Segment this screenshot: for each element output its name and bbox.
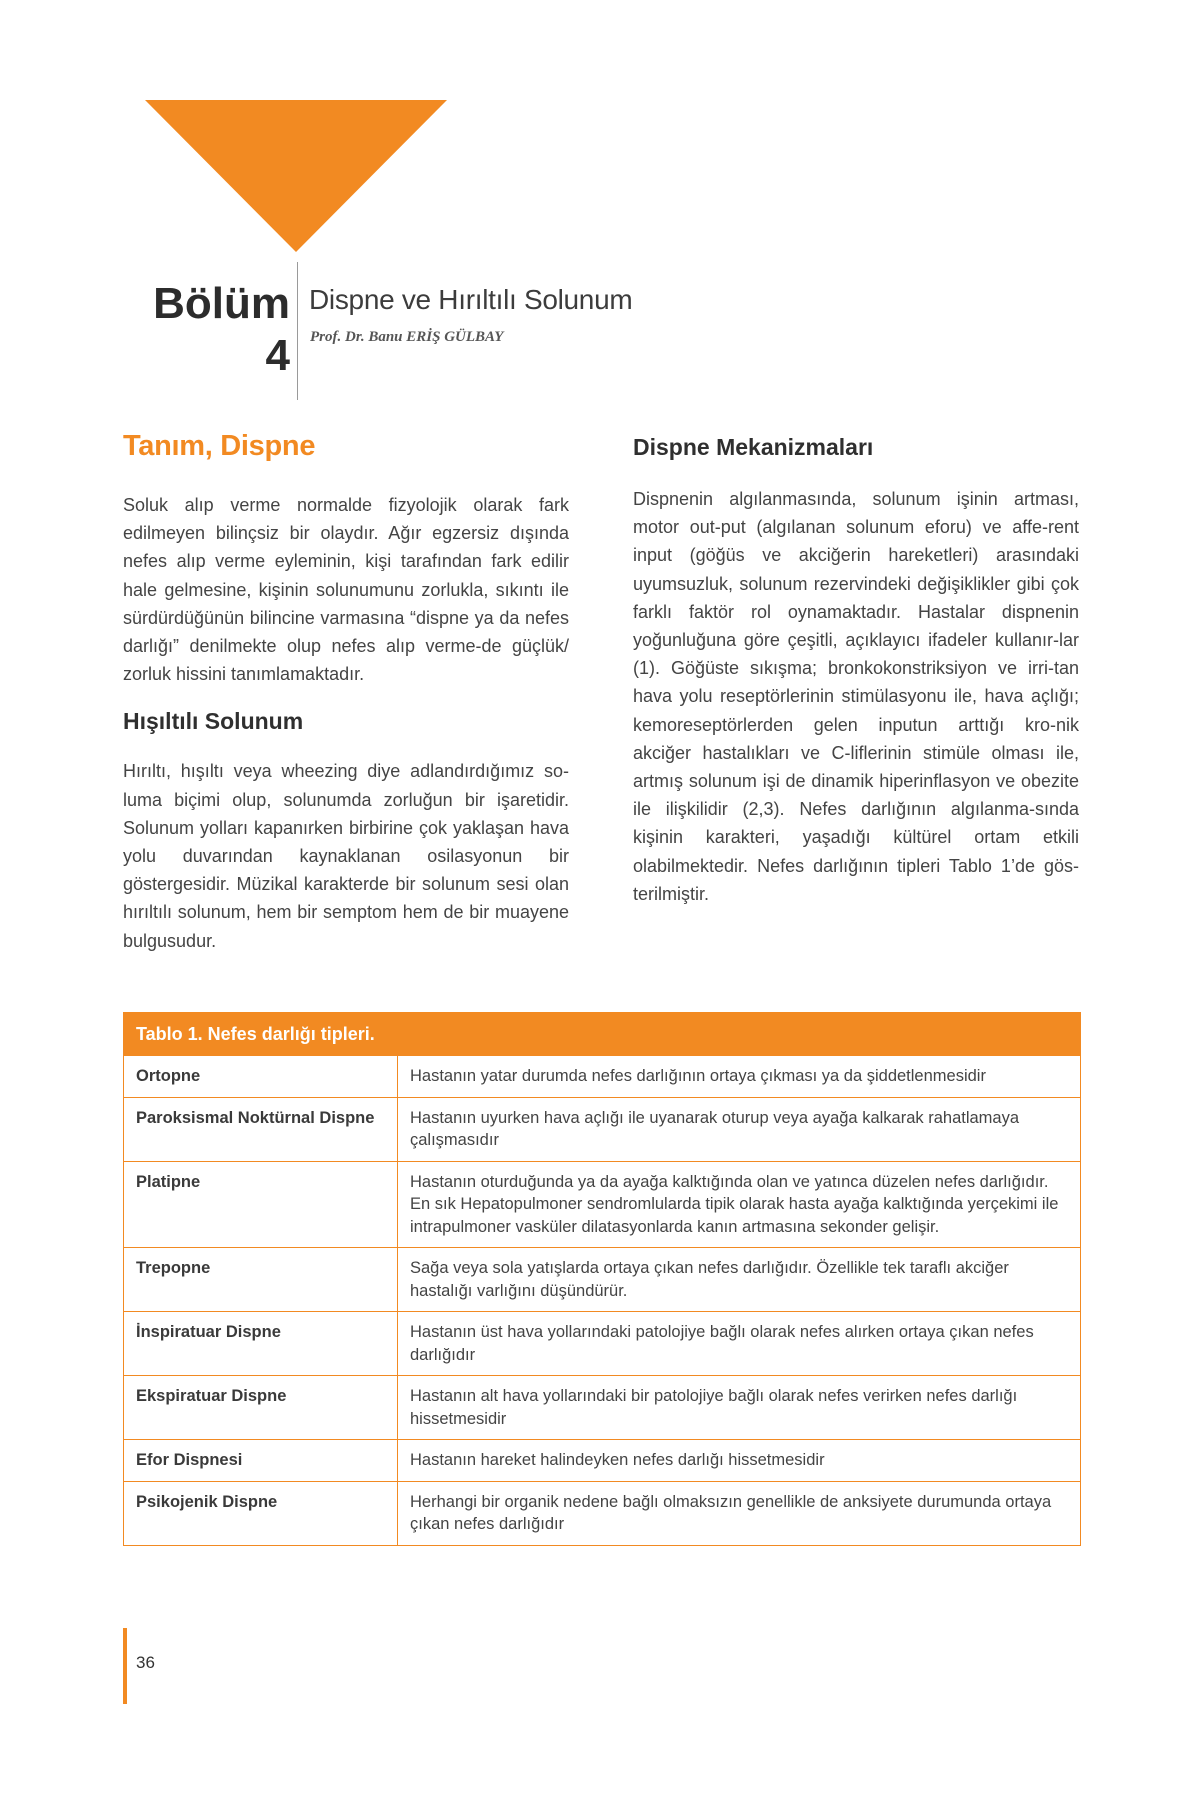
section-heading-definition: Tanım, Dispne	[123, 430, 316, 462]
table-row	[124, 1481, 1080, 1545]
wheezing-paragraph: Hırıltı, hışıltı veya wheezing diye adlandırdığımız so-luma biçimi olup, solunumda zorluğun bir işaretidir. Solunum yolları kapanırken birbirine çok yaklaşan hava yolu duvarından kaynaklanan osilasyonun bir göstergesidir. Müzikal karakterde bir solunum sesi olan hırıltılı solunum, hem bir semptom hem de bir muayene bulgusudur.	[123, 761, 569, 951]
section-heading-wheezing: Hışıltılı Solunum	[123, 708, 304, 735]
table-term: Paroksismal Noktürnal Dispne	[124, 1097, 398, 1161]
table-definition: Hastanın uyurken hava açlığı ile uyanarak oturup veya ayağa kalkarak rahatlamaya çalışmasıdır	[398, 1097, 1081, 1161]
chapter-author: Prof. Dr. Banu ERİŞ GÜLBAY	[310, 329, 504, 345]
section-heading-mechanisms: Dispne Mekanizmaları	[633, 434, 874, 460]
chapter-label	[130, 278, 290, 382]
table-term: Ekspiratuar Dispne	[124, 1376, 398, 1440]
table-definition: Hastanın alt hava yollarındaki bir patolojiye bağlı olarak nefes verirken nefes darlığı hissetmesidir	[398, 1376, 1081, 1440]
chapter-divider	[297, 262, 298, 400]
chapter-triangle-decoration	[145, 100, 447, 252]
table-definition: Hastanın yatar durumda nefes darlığının ortaya çıkması ya da şiddetlenmesidir	[398, 1056, 1081, 1098]
table-caption: Tablo 1. Nefes darlığı tipleri.	[124, 1013, 1080, 1055]
table-term: İnspiratuar Dispne	[124, 1312, 398, 1376]
left-column	[123, 430, 569, 975]
table-term: Efor Dispnesi	[124, 1440, 398, 1482]
table-definition: Hastanın oturduğunda ya da ayağa kalktığında olan ve yatınca düzelen nefes darlığıdır. En sık Hepatopulmoner sendromlularda tipik olarak hasta ayağa kalktığında yerçekimi ile intrapulmoner vasküler dilatasyonlarda kanın artmasına sekonder gelişir.	[398, 1161, 1081, 1248]
definition-paragraph: Soluk alıp verme normalde fizyolojik olarak fark edilmeyen bilinçsiz bir olaydır. Ağır egzersiz dışında nefes alıp verme eyleminin, kişi tarafından fark edilir hale gelmesine, kişinin solunumunu zorlukla, sıkıntı ile sürdürdüğünün bilincine varmasına “dispne ya da nefes darlığı” denilmekte olup nefes alıp verme-de güçlük/ zorluk hissini tanımlamaktadır.	[123, 495, 569, 685]
table-definition: Herhangi bir organik nedene bağlı olmaksızın genellikle de anksiyete durumunda ortaya çıkan nefes darlığıdır	[398, 1481, 1081, 1545]
page-number: 36	[136, 1653, 155, 1672]
dyspnea-types-table	[123, 1012, 1081, 1546]
table-definition: Hastanın üst hava yollarındaki patolojiye bağlı olarak nefes alırken ortaya çıkan nefes darlığıdır	[398, 1312, 1081, 1376]
table-row	[124, 1097, 1080, 1161]
table-body	[124, 1055, 1080, 1545]
table-row	[124, 1376, 1080, 1440]
table-term: Trepopne	[124, 1248, 398, 1312]
table-row	[124, 1161, 1080, 1248]
chapter-number: 4	[265, 331, 290, 380]
chapter-title: Dispne ve Hırıltılı Solunum	[309, 284, 633, 315]
table-term: Platipne	[124, 1161, 398, 1248]
table-row	[124, 1056, 1080, 1098]
right-column	[633, 430, 1079, 928]
table-row	[124, 1312, 1080, 1376]
table-definition: Hastanın hareket halindeyken nefes darlığı hissetmesidir	[398, 1440, 1081, 1482]
table-definition: Sağa veya sola yatışlarda ortaya çıkan nefes darlığıdır. Özellikle tek taraflı akciğer hastalığı varlığını düşündürür.	[398, 1248, 1081, 1312]
table-row	[124, 1248, 1080, 1312]
table-row	[124, 1440, 1080, 1482]
mechanisms-paragraph: Dispnenin algılanmasında, solunum işinin artması, motor out-put (algılanan solunum eforu) ve affe-rent input (göğüs ve akciğerin hareketleri) arasındaki uyumsuzluk, solunum rezervindeki değişiklikler gibi çok farklı faktör rol oynamaktadır. Hastalar dispnenin yoğunluğuna göre çeşitli, açıklayıcı ifadeler kullanır-lar (1). Göğüste sıkışma; bronkokonstriksiyon ve irri-tan hava yolu reseptörlerinin stimülasyonu ile, hava açlığı; kemoreseptörlerden gelen inputun arttığı kro-nik akciğer hastalıkları ve C-liflerinin stimüle olması ile, artmış solunum işi de dinamik hiperinflasyon ve obezite ile ilişkilidir (2,3). Nefes darlığının algılanma-sında kişinin karakteri, yaşadığı kültürel ortam etkili olabilmektedir. Nefes darlığının tipleri Tablo 1’de gös-terilmiştir.	[633, 489, 1079, 904]
page-footer-accent-bar	[123, 1628, 127, 1704]
table-term: Ortopne	[124, 1056, 398, 1098]
chapter-label-word: Bölüm	[153, 279, 290, 328]
table-term: Psikojenik Dispne	[124, 1481, 398, 1545]
